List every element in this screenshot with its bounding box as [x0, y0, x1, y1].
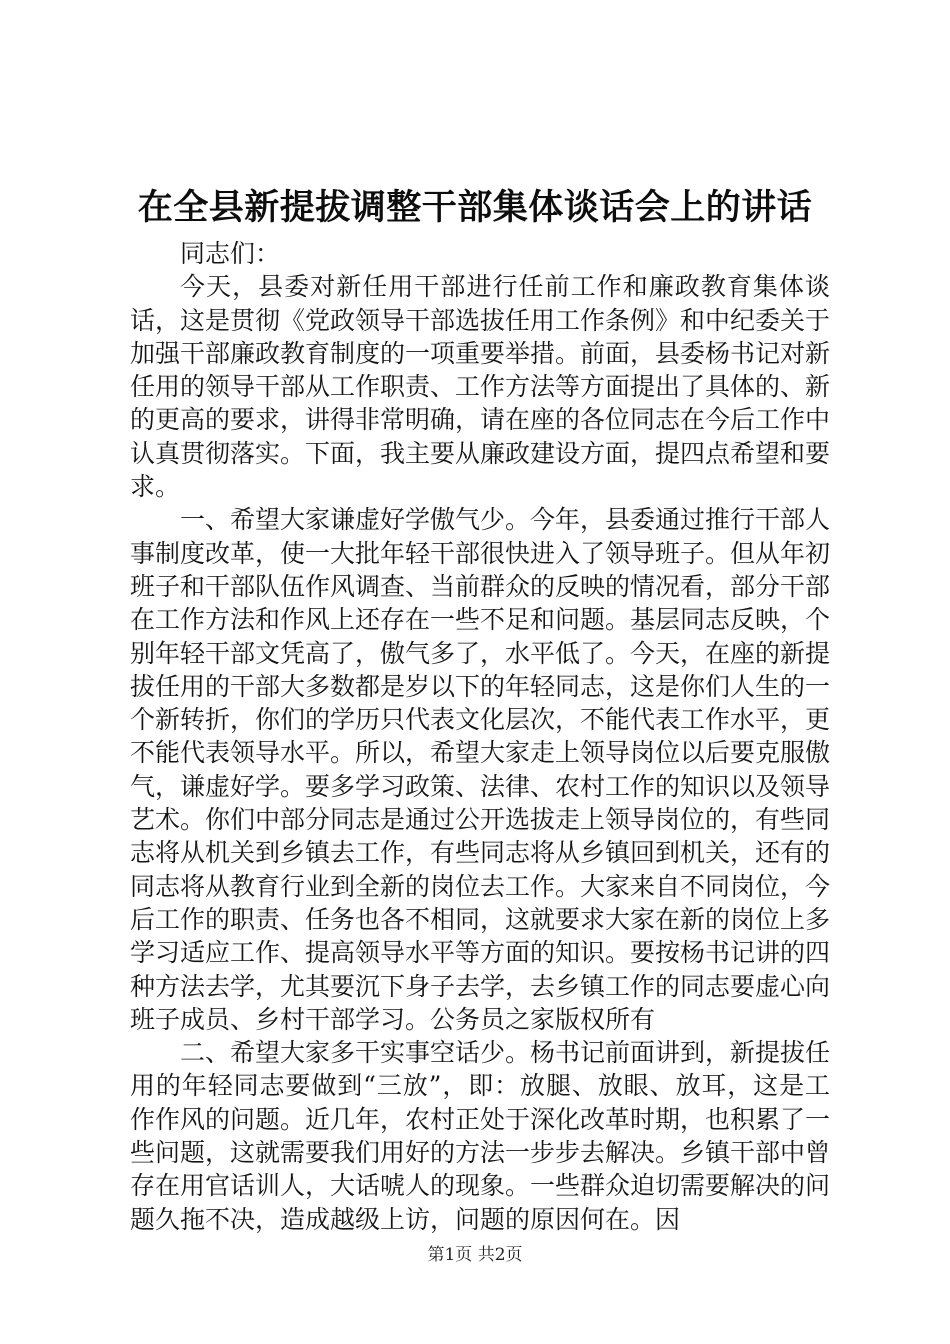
- document-title: 在全县新提拔调整干部集体谈话会上的讲话: [137, 187, 813, 228]
- page-number-footer: 第1页 共2页: [427, 1245, 523, 1265]
- intro-paragraph: 今天，县委对新任用干部进行任前工作和廉政教育集体谈话，这是贯彻《党政领导干部选拔任用工作条例》和中纪委关于加强干部廉政教育制度的一项重要举措。前面，县委杨书记对新任用的领导干部从工作职责、工作方法等方面提出了具体的、新的更高的要求，讲得非常明确，请在座的各位同志在今后工作中认真贯彻落实。下面，我主要从廉政建设方面，提四点希望和要求。: [130, 272, 831, 502]
- document-body: [130, 237, 830, 1236]
- point-two-paragraph: 二、希望大家多干实事空话少。杨书记前面讲到，新提拔任用的年轻同志要做到“三放”，即：放腿、放眼、放耳，这是工作作风的问题。近几年，农村正处于深化改革时期，也积累了一些问题，这就需要我们用好的方法一步步去解决。乡镇干部中曾存在用官话训人，大话唬人的现象。一些群众迫切需要解决的问题久拖不决，造成越级上访，问题的原因何在。因: [130, 1038, 831, 1234]
- salutation-paragraph: 同志们：: [180, 239, 281, 268]
- point-one-paragraph: 一、希望大家谦虚好学傲气少。今年，县委通过推行干部人事制度改革，使一大批年轻干部很快进入了领导班子。但从年初班子和干部队伍作风调查、当前群众的反映的情况看，部分干部在工作方法和作风上还存在一些不足和问题。基层同志反映，个别年轻干部文凭高了，傲气多了，水平低了。今天，在座的新提拔任用的干部大多数都是岁以下的年轻同志，这是你们人生的一个新转折，你们的学历只代表文化层次，不能代表工作水平，更不能代表领导水平。所以，希望大家走上领导岗位以后要克服傲气，谦虚好学。要多学习政策、法律、农村工作的知识以及领导艺术。你们中部分同志是通过公开选拔走上领导岗位的，有些同志将从机关到乡镇去工作，有些同志将从乡镇回到机关，还有的同志将从教育行业到全新的岗位去工作。大家来自不同岗位，今后工作的职责、任务也各不相同，这就要求大家在新的岗位上多学习适应工作、提高领导水平等方面的知识。要按杨书记讲的四种方法去学，尤其要沉下身子去学，去乡镇工作的同志要虚心向班子成员、乡村干部学习。公务员之家版权所有: [130, 505, 831, 1034]
